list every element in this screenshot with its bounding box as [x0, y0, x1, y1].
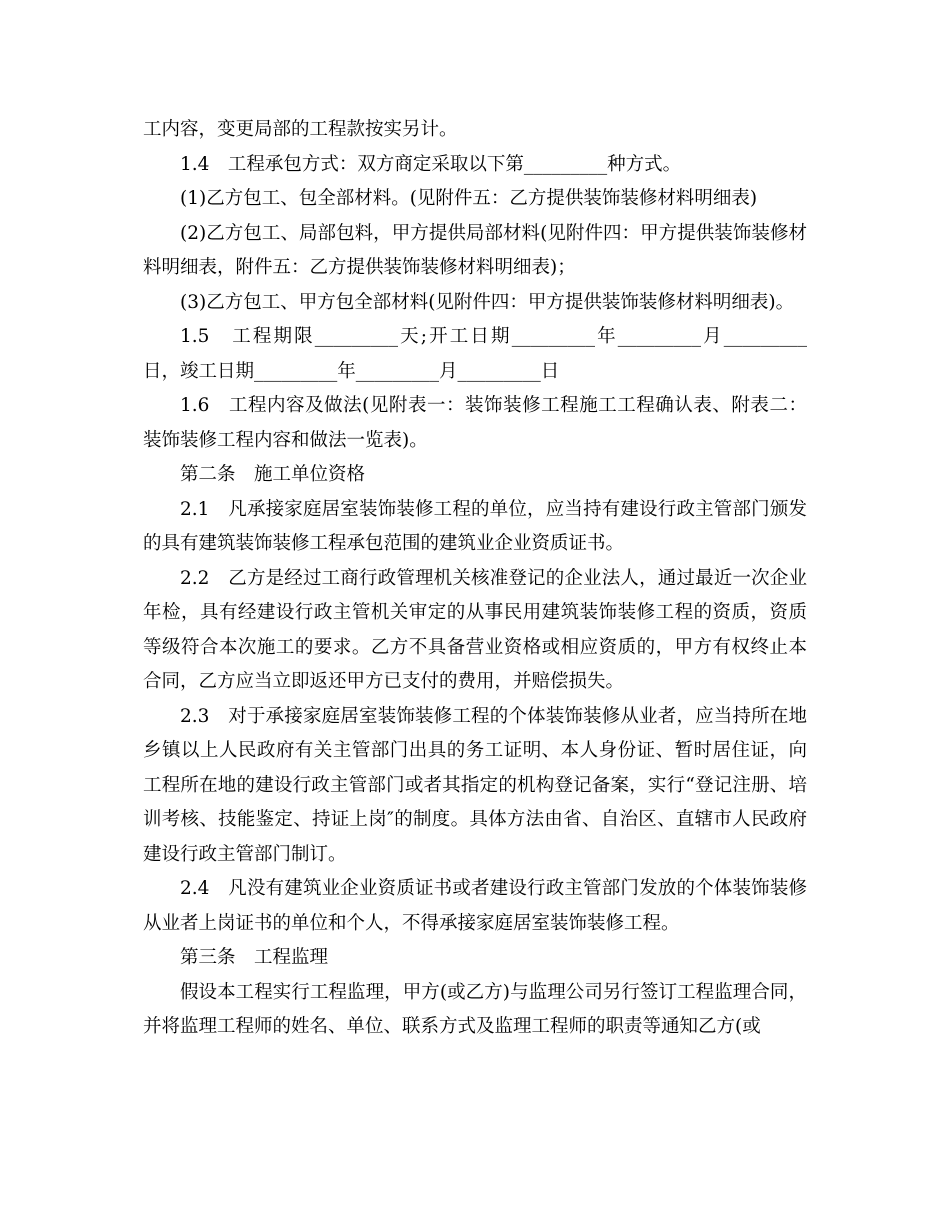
paragraph-option-1: (1)乙方包工、包全部材料。(见附件五：乙方提供装饰装修材料明细表) [180, 188, 758, 209]
paragraph-1-6: 1.6 工程内容及做法(见附表一：装饰装修工程施工工程确认表、附表二：装饰装修工程内容和做法一览表)。 [143, 395, 807, 451]
paragraph-option-3: (3)乙方包工、甲方包全部材料(见附件四：甲方提供装饰装修材料明细表)。 [180, 291, 795, 313]
paragraph-2-2: 2.2 乙方是经过工商行政管理机关核准登记的企业法人，通过最近一次企业年检，具有经建设行政主管机关审定的从事民用建筑装饰装修工程的资质，资质等级符合本次施工的要求。乙方不具备营业资格或相应资质的，甲方有权终止本合同，乙方应当立即返还甲方已支付的费用，并赔偿损失。 [143, 567, 807, 692]
paragraph-2-4: 2.4 凡没有建筑业企业资质证书或者建设行政主管部门发放的个体装饰装修从业者上岗证书的单位和个人，不得承接家庭居室装饰装修工程。 [143, 878, 807, 934]
paragraph-continuation: 工内容，变更局部的工程款按实另计。 [143, 119, 458, 140]
heading-article-2: 第二条 施工单位资格 [180, 464, 366, 485]
paragraph-1-5: 1.5 工程期限_________天;开工日期_________年_________月_________日，竣工日期_________年_________月_________日 [143, 326, 807, 382]
paragraph-2-3: 2.3 对于承接家庭居室装饰装修工程的个体装饰装修从业者，应当持所在地乡镇以上人民政府有关主管部门出具的务工证明、本人身份证、暂时居住证，向工程所在地的建设行政主管部门或者其指定的机构登记备案，实行“登记注册、培训考核、技能鉴定、持证上岗″的制度。具体方法由省、自治区、直辖市人民政府建设行政主管部门制订。 [143, 705, 807, 865]
paragraph-option-2: (2)乙方包工、局部包料，甲方提供局部材料(见附件四：甲方提供装饰装修材料明细表，附件五：乙方提供装饰装修材料明细表)； [143, 222, 807, 278]
paragraph-1-4: 1.4 工程承包方式：双方商定采取以下第_________种方式。 [180, 153, 682, 175]
paragraph-2-1: 2.1 凡承接家庭居室装饰装修工程的单位，应当持有建设行政主管部门颁发的具有建筑装饰装修工程承包范围的建筑业企业资质证书。 [143, 498, 807, 554]
heading-article-3: 第三条 工程监理 [180, 947, 329, 968]
paragraph-supervision: 假设本工程实行工程监理，甲方(或乙方)与监理公司另行签订工程监理合同，并将监理工程师的姓名、单位、联系方式及监理工程师的职责等通知乙方(或 [143, 981, 807, 1037]
